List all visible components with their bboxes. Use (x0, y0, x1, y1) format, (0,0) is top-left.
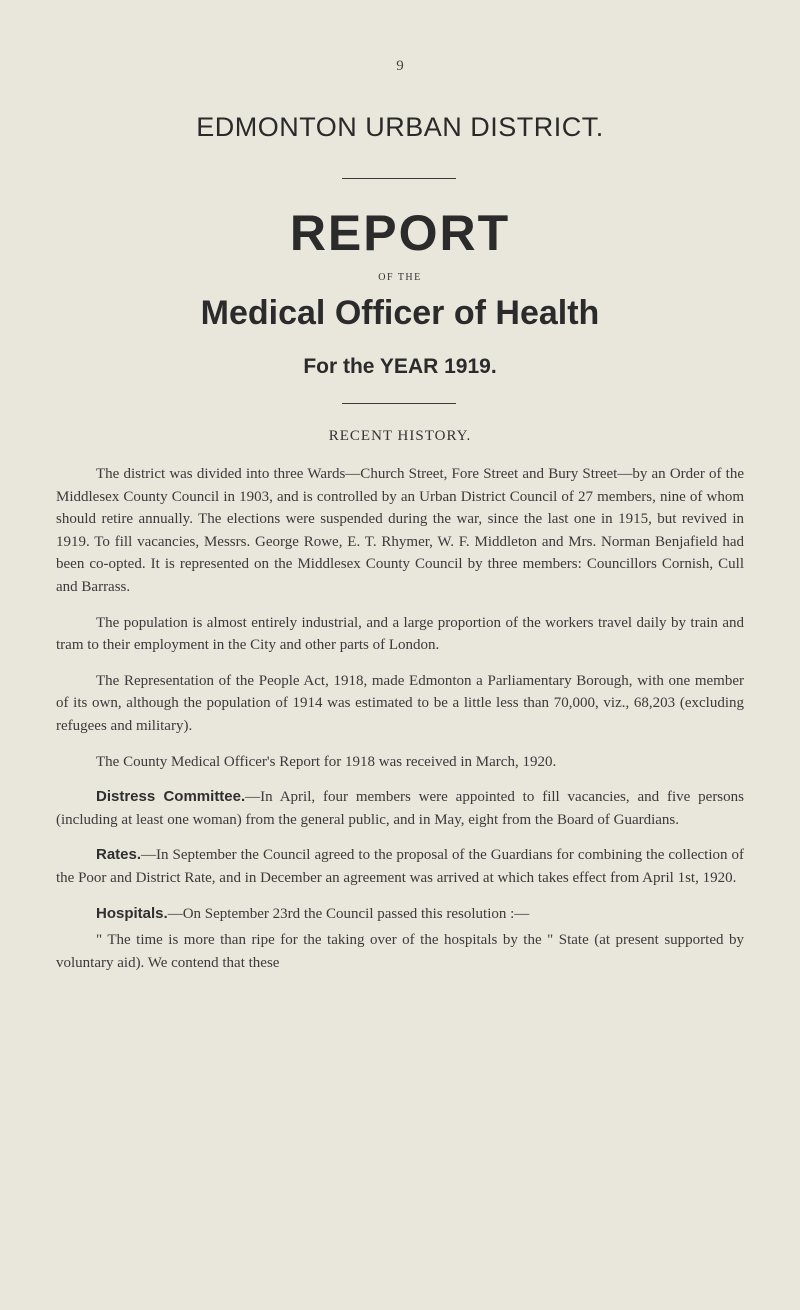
report-subject: Medical Officer of Health (200, 294, 600, 332)
report-title: REPORT (289, 205, 511, 261)
paragraph-population: The population is almost entirely industrial, and a large proportion of the workers travel daily by train and tram to their employment in the City and other parts of London. (56, 614, 744, 654)
lead-hospitals: Hospitals. (96, 904, 168, 922)
divider-top (342, 178, 456, 179)
page-number: 9 (396, 58, 404, 74)
report-year: For the YEAR 1919. (303, 355, 497, 378)
lead-distress-committee: Distress Committee. (96, 788, 246, 806)
text-rates: —In September the Council agreed to the proposal of the Guardians for combining the collection of the Poor and District Rate, and in December an agreement was arrived at which takes effect from April 1st, 1920. (56, 847, 744, 886)
divider-bottom (342, 403, 456, 404)
of-the-label: OF THE (378, 272, 422, 283)
district-heading: EDMONTON URBAN DISTRICT. (196, 112, 604, 142)
section-heading: RECENT HISTORY. (328, 428, 472, 444)
paragraph-representation: The Representation of the People Act, 1918, made Edmonton a Parliamentary Borough, with one member of its own, although the population of 1914 was estimated to be a little less than 70,000, viz., 68,203 (excluding refugees and military). (56, 672, 744, 734)
paragraph-resolution-quote: " The time is more than ripe for the taking over of the hospitals by the " State (at present supported by voluntary aid). We contend that these (56, 932, 744, 971)
paragraph-wards: The district was divided into three Wards—Church Street, Fore Street and Bury Street—by an Order of the Middlesex County Council in 1903, and is controlled by an Urban District Council of 27 members, nine of whom should retire annually. The elections were suspended during the war, since the last one in 1915, but revived in 1919. To fill vacancies, Messrs. George Rowe, E. T. Rhymer, W. F. Middleton and Mrs. Norman Benjafield had been co-opted. It is represented on the Middlesex County Council by three members: Councillors Cornish, Cull and Barrass. (56, 466, 744, 595)
text-hospitals: —On September 23rd the Council passed this resolution :— (167, 905, 530, 922)
paragraph-hospitals (56, 903, 744, 926)
text-distress-committee: —In April, four members were appointed to fill vacancies, and five persons (including at least one woman) from the general public, and in May, eight from the Board of Guardians. (56, 789, 744, 828)
paragraph-rates (56, 844, 744, 889)
lead-rates: Rates. (96, 846, 142, 864)
paragraph-distress-committee (56, 786, 744, 831)
paragraph-county-report: The County Medical Officer's Report for 1918 was received in March, 1920. (96, 753, 557, 770)
body-text (56, 463, 744, 974)
